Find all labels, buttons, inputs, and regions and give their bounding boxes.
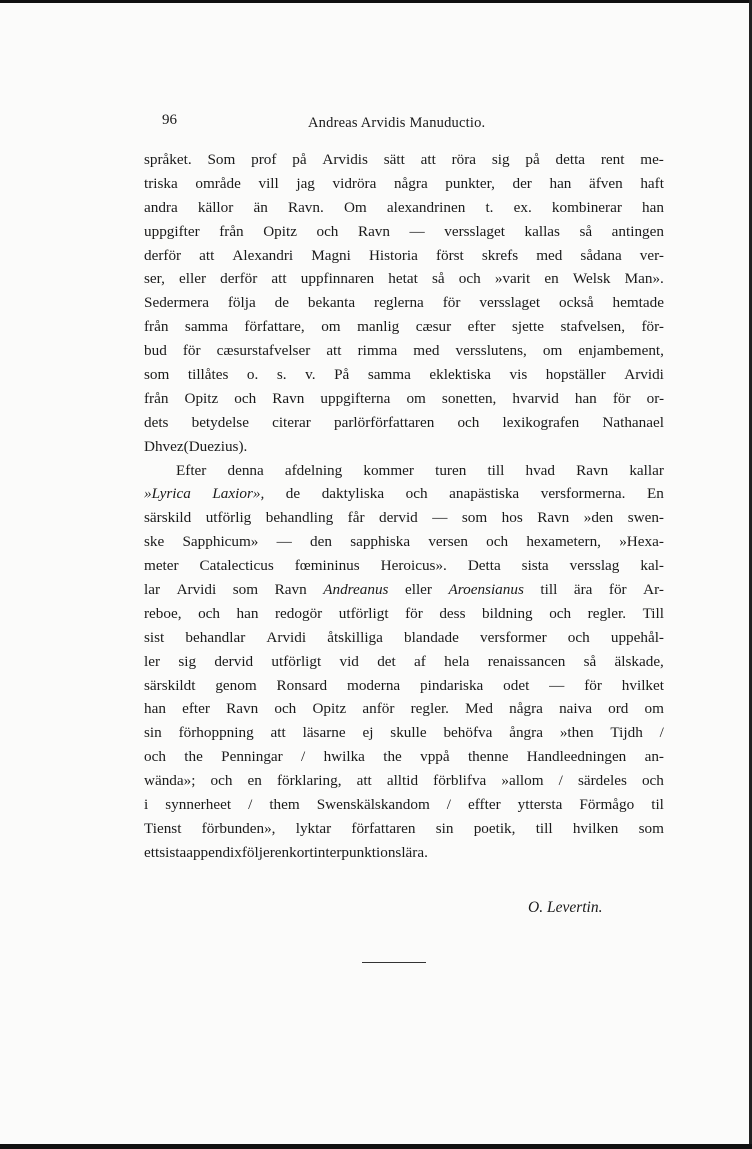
text-line: Tienst förbunden», lyktar författaren sin poetik, till hvilken som	[144, 819, 664, 837]
text-line: dets betydelse citerar parlörförfattaren och lexikografen Nathanael	[144, 413, 664, 431]
text-line: uppgifter från Opitz och Ravn — versslaget kallas så antingen	[144, 222, 664, 240]
text-line: Efter denna afdelning kommer turen till hvad Ravn kallar	[176, 461, 664, 479]
page-number: 96	[162, 112, 177, 128]
text-line: ser, eller derför att uppfinnaren hetat så och »varit en Welsk Man».	[144, 270, 664, 288]
running-title: Andreas Arvidis Manuductio.	[308, 115, 486, 131]
text-line: från Opitz och Ravn uppgifterna om sonetten, hvarvid han för or-	[144, 389, 664, 407]
text-line: meter Catalecticus fœmininus Heroicus». Detta sista versslag kal-	[144, 557, 664, 575]
text-line: i synnerheet / them Swenskälskandom / effter yttersta Förmågo til	[144, 796, 664, 814]
text-line: Dhvez (Duezius).	[144, 437, 248, 455]
text-line: ett sista appendix följer en kort interpunktionslära.	[144, 843, 428, 861]
text-line: språket. Som prof på Arvidis sätt att röra sig på detta rent me-	[144, 151, 664, 168]
text-line: som tillåtes o. s. v. På samma eklektiska vis hopställer Arvidi	[144, 366, 664, 384]
running-head	[160, 112, 520, 134]
end-rule	[362, 962, 426, 963]
text-line: han efter Ravn och Opitz anför regler. Med några naiva ord om	[144, 700, 664, 718]
text-line: triska område vill jag vidröra några punkter, der han äfven haft	[144, 174, 664, 192]
text-line: andra källor än Ravn. Om alexandrinen t. ex. kombinerar han	[144, 198, 664, 216]
text-line: reboe, och han redogör utförligt för dess bildning och regler. Till	[144, 604, 664, 622]
text-line: ler sig dervid utförligt vid det af hela renaissancen så älskade,	[144, 652, 664, 670]
scan-edge-top	[0, 0, 752, 3]
text-line: Sedermera följa de bekanta reglerna för versslaget också hemtade	[144, 294, 664, 312]
text-line: sin förhoppning att läsarne ej skulle behöfva ångra »then Tijdh /	[144, 724, 664, 742]
text-line: derför att Alexandri Magni Historia först skrefs med sådana ver-	[144, 246, 664, 264]
text-line: från samma författare, om manlig cæsur efter sjette stafvelsen, för-	[144, 318, 664, 336]
text-line: wända»; och en förklaring, att alltid förblifva »allom / särdeles och	[144, 772, 664, 790]
scan-edge-bottom	[0, 1144, 752, 1149]
text-line: »Lyrica Laxior», de daktyliska och anapästiska versformerna. En	[144, 485, 664, 503]
text-line: bud för cæsurstafvelser att rimma med versslutens, om enjambement,	[144, 342, 664, 360]
text-line: särskildt genom Ronsard moderna pindariska odet — för hvilket	[144, 676, 664, 694]
body-text	[144, 148, 664, 865]
text-line: ske Sapphicum» — den sapphiska versen och hexametern, »Hexa-	[144, 533, 664, 551]
text-line: lar Arvidi som Ravn Andreanus eller Aroensianus till ära för Ar-	[144, 581, 664, 599]
author-signature: O. Levertin.	[528, 899, 603, 916]
text-line: särskild utförlig behandling får dervid — som hos Ravn »den swen-	[144, 509, 664, 527]
text-line: och the Penningar / hwilka the vppå thenne Handleedningen an-	[144, 748, 664, 766]
text-line: sist behandlar Arvidi åtskilliga blandade versformer och uppehål-	[144, 628, 664, 646]
